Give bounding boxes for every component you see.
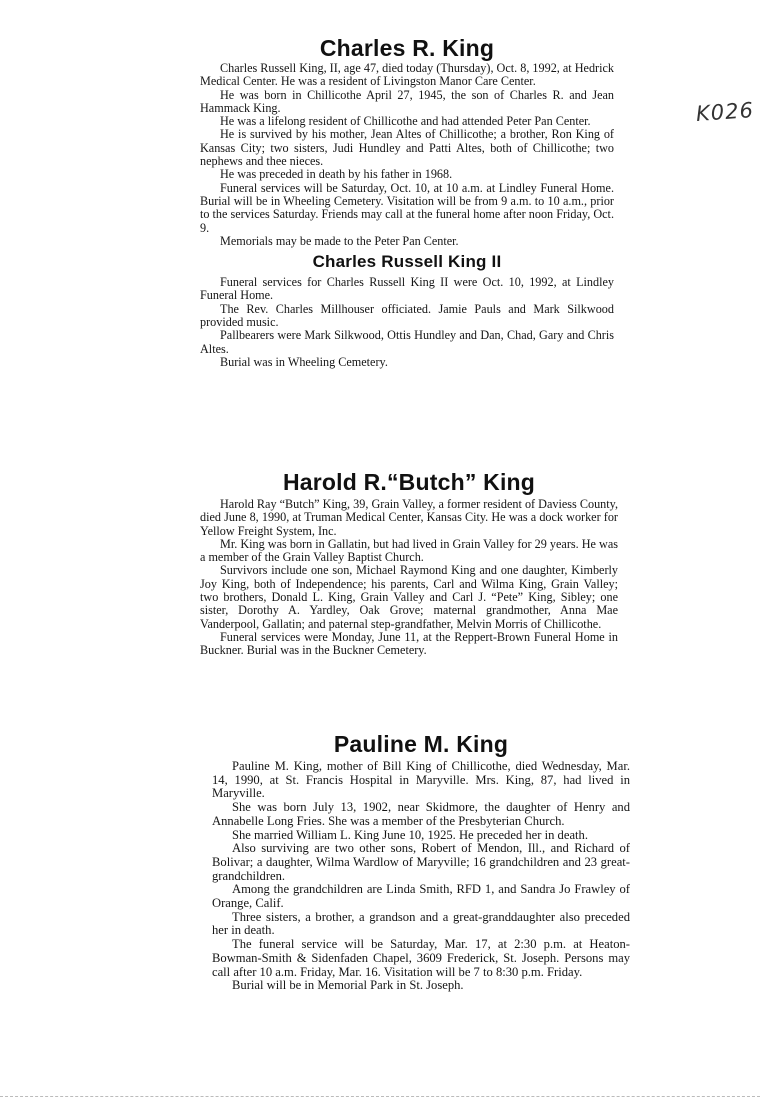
obituary-paragraph: He was born in Chillicothe April 27, 1945, the son of Charles R. and Jean Hammack King. <box>200 87 614 115</box>
obituary-paragraph: Mr. King was born in Gallatin, but had lived in Grain Valley for 29 years. He was a member of the Grain Valley Baptist Church. <box>200 536 618 565</box>
addendum-body <box>200 276 614 369</box>
obituary-paragraph: Funeral services will be Saturday, Oct. 10, at 10 a.m. at Lindley Funeral Home. Burial will be in Wheeling Cemetery. Visitation will be from 9 a.m. to 10 a.m., prior to the services Saturday. Friends may call at the funeral home after noon Friday, Oct. 9. <box>200 180 614 235</box>
obituary-paragraph: Survivors include one son, Michael Raymond King and one daughter, Kimberly Joy King, both of Independence; his parents, Carl and Wilma King, Grain Valley; two brothers, Donald L. King, Grain Valley and Carl J. “Pete” King, Sibley; one sister, Dorothy A. Yardley, Oak Grove; maternal grandmother, Anna Mae Vanderpool, Gallatin; and paternal step-grandfather, Melvin Morris of Chillicothe. <box>200 563 618 631</box>
obituary-paragraph: He was a lifelong resident of Chillicothe and had attended Peter Pan Center. <box>220 114 591 129</box>
obituary-paragraph: She was born July 13, 1902, near Skidmore, the daughter of Henry and Annabelle Long Fries. She was a member of the Presbyterian Church. <box>212 800 630 828</box>
obituary-body <box>200 498 618 658</box>
obituary-charles-r-king <box>200 34 614 369</box>
obituary-paragraph: The funeral service will be Saturday, Mar. 17, at 2:30 p.m. at Heaton-Bowman-Smith & Sidenfaden Chapel, 3609 Frederick, St. Joseph. Persons may call after 10 a.m. Friday, Mar. 16. Visitation will be 7 to 8:30 p.m. Friday. <box>212 937 630 979</box>
obituary-title: Pauline M. King <box>333 731 509 757</box>
addendum-title: Charles Russell King II <box>312 252 502 272</box>
obituary-title: Harold R.“Butch” King <box>282 469 536 495</box>
obituary-body <box>200 62 614 248</box>
obituary-paragraph: Also surviving are two other sons, Robert of Mendon, Ill., and Richard of Bolivar; a daughter, Wilma Wardlow of Maryville; 16 grandchildren and 23 great-grandchildren. <box>212 841 630 883</box>
addendum-paragraph: Funeral services for Charles Russell King II were Oct. 10, 1992, at Lindley Funeral Home. <box>200 275 614 303</box>
page-bottom-edge <box>0 1096 760 1097</box>
addendum-paragraph: Pallbearers were Mark Silkwood, Ottis Hundley and Dan, Chad, Gary and Chris Altes. <box>200 328 614 356</box>
obituary-paragraph: Harold Ray “Butch” King, 39, Grain Valley, a former resident of Daviess County, died June 8, 1990, at Truman Medical Center, Kansas City. He was a dock worker for Yellow Freight System, Inc. <box>200 497 618 538</box>
addendum-paragraph: Burial was in Wheeling Cemetery. <box>220 354 388 369</box>
obituary-paragraph: She married William L. King June 10, 1925. He preceded her in death. <box>232 827 588 842</box>
obituary-paragraph: Three sisters, a brother, a grandson and a great-granddaughter also preceded her in death. <box>212 909 630 938</box>
obituary-paragraph: Memorials may be made to the Peter Pan Center. <box>220 233 459 248</box>
obituary-pauline-m-king <box>212 730 630 993</box>
obituary-paragraph: Among the grandchildren are Linda Smith, RFD 1, and Sandra Jo Frawley of Orange, Calif. <box>212 882 630 911</box>
obituary-harold-butch-king <box>200 468 618 658</box>
obituary-paragraph: Burial will be in Memorial Park in St. Joseph. <box>232 978 464 993</box>
handwritten-reference-note: K026 <box>695 98 755 126</box>
obituary-paragraph: Charles Russell King, II, age 47, died today (Thursday), Oct. 8, 1992, at Hedrick Medical Center. He was a resident of Livingston Manor Care Center. <box>200 61 614 89</box>
obituary-paragraph: He is survived by his mother, Jean Altes of Chillicothe; a brother, Ron King of Kansas City; two sisters, Judi Hundley and Patti Altes, both of Chillicothe; two nephews and thee nieces. <box>200 127 614 169</box>
obituary-paragraph: Pauline M. King, mother of Bill King of Chillicothe, died Wednesday, Mar. 14, 1990, at St. Francis Hospital in Maryville. Mrs. King, 87, had lived in Maryville. <box>212 759 630 801</box>
addendum-paragraph: The Rev. Charles Millhouser officiated. Jamie Pauls and Mark Silkwood provided music. <box>200 301 614 330</box>
obituary-paragraph: Funeral services were Monday, June 11, at the Reppert-Brown Funeral Home in Buckner. Burial was in the Buckner Cemetery. <box>200 629 618 658</box>
obituary-paragraph: He was preceded in death by his father in 1968. <box>220 167 453 182</box>
obituary-body <box>212 760 630 993</box>
obituary-title: Charles R. King <box>319 35 495 61</box>
